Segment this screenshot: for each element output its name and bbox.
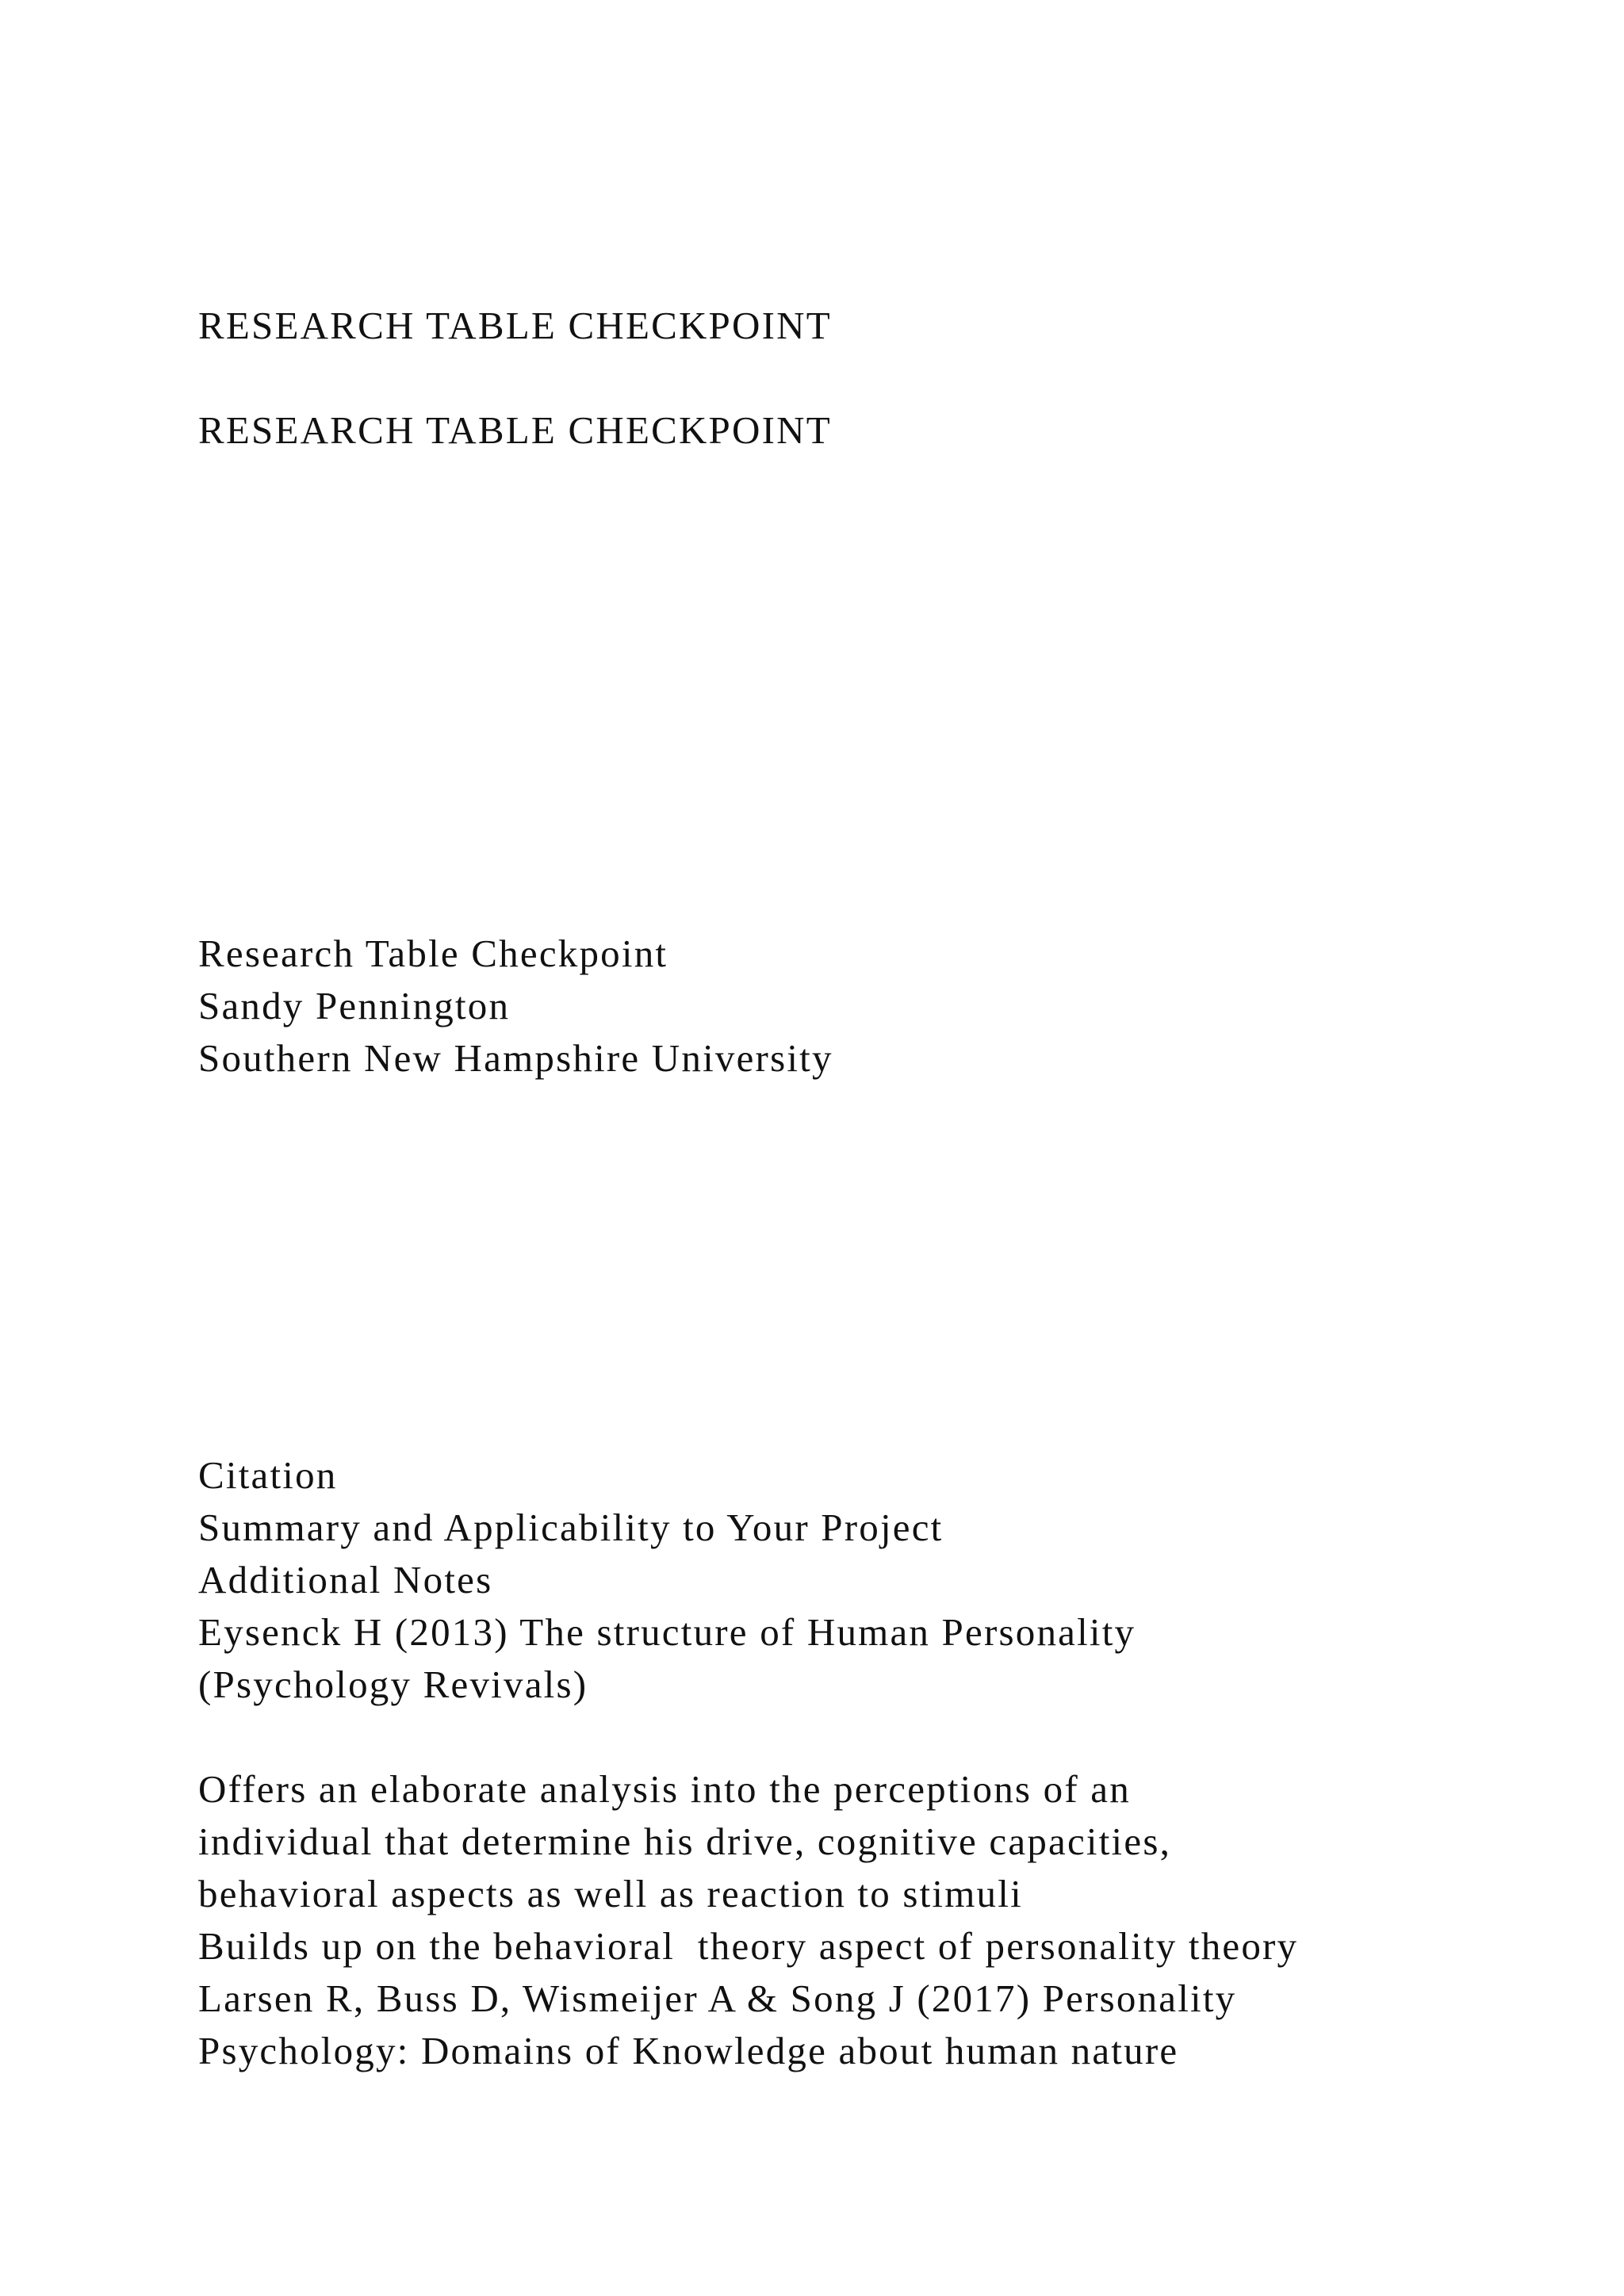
citation-line: Psychology: Domains of Knowledge about human nature (198, 2029, 1179, 2072)
table-header-notes: Additional Notes (198, 1558, 493, 1601)
table-header-summary: Summary and Applicability to Your Project (198, 1506, 944, 1549)
institution-name: Southern New Hampshire University (198, 1036, 833, 1080)
summary-line: individual that determine his drive, cognitive capacities, (198, 1820, 1172, 1863)
running-header: RESEARCH TABLE CHECKPOINT (198, 408, 832, 452)
document-title: Research Table Checkpoint (198, 932, 668, 975)
author-name: Sandy Pennington (198, 984, 511, 1027)
running-header: RESEARCH TABLE CHECKPOINT (198, 304, 832, 347)
summary-line: Offers an elaborate analysis into the perceptions of an (198, 1767, 1131, 1811)
table-header-citation: Citation (198, 1453, 338, 1497)
summary-line: behavioral aspects as well as reaction to stimuli (198, 1872, 1023, 1915)
citation-line: (Psychology Revivals) (198, 1663, 588, 1706)
notes-line: Builds up on the behavioral theory aspect of personality theory (198, 1924, 1299, 1968)
citation-line: Larsen R, Buss D, Wismeijer A & Song J (2017) Personality (198, 1976, 1237, 2020)
citation-line: Eysenck H (2013) The structure of Human Personality (198, 1610, 1136, 1654)
